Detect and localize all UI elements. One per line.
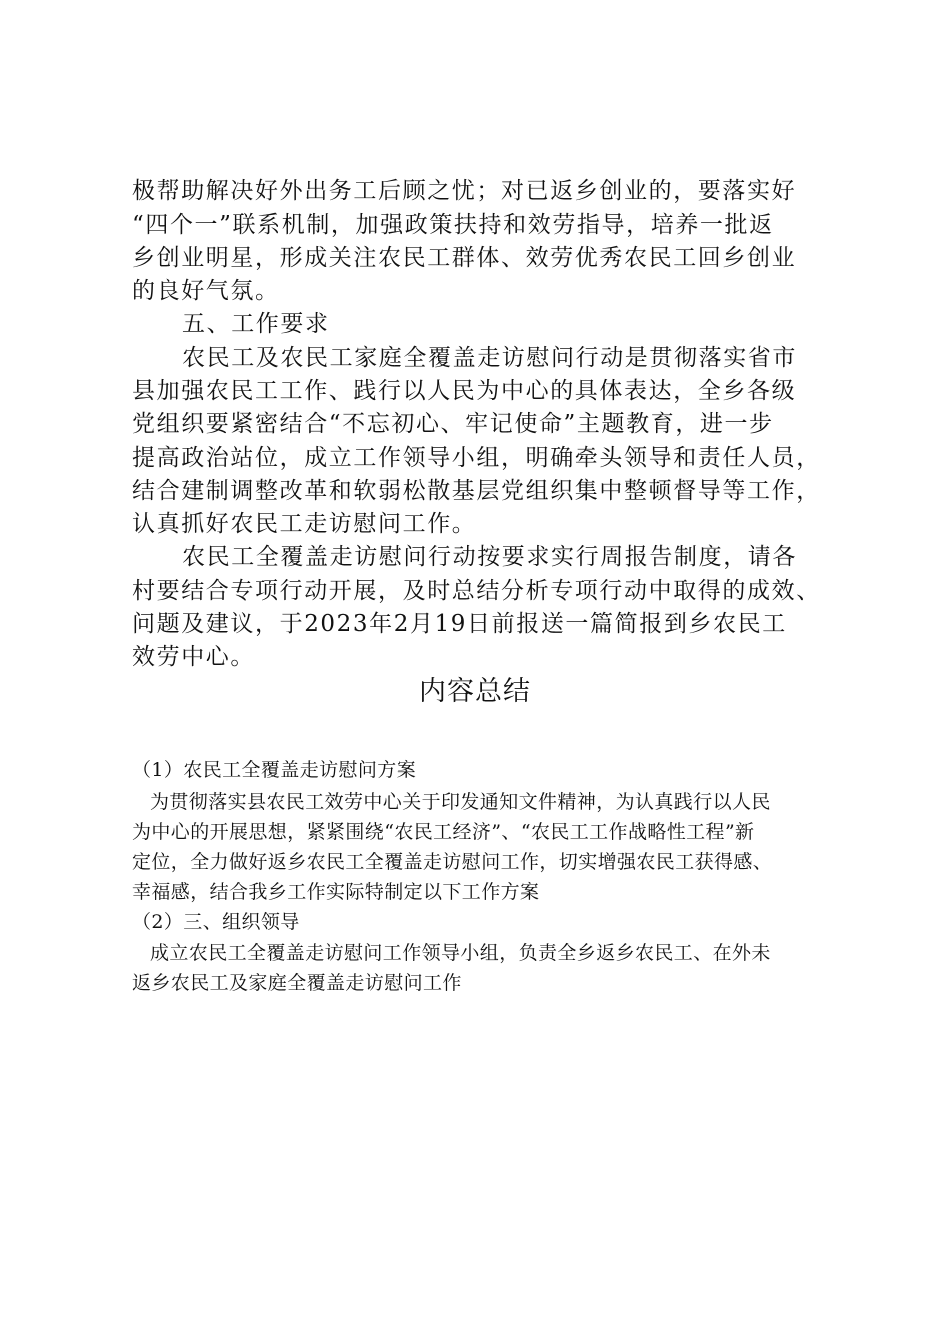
body-line: 农民工全覆盖走访慰问行动按要求实行周报告制度，请各	[182, 544, 797, 570]
summary-line: 为中心的开展思想，紧紧围绕“农民工经济”、“农民工工作战略性工程”新	[132, 821, 755, 843]
body-line: 的良好气氛。	[132, 278, 280, 304]
summary-item-heading: （1）农民工全覆盖走访慰问方案	[132, 759, 417, 781]
body-line: 党组织要紧密结合“不忘初心、牢记使命”主题教育，进一步	[132, 411, 774, 437]
body-line: 问题及建议，于2023年2月19日前报送一篇简报到乡农民工	[132, 611, 787, 637]
body-line: 乡创业明星，形成关注农民工群体、效劳优秀农民工回乡创业	[132, 245, 797, 271]
body-line: “四个一”联系机制，加强政策扶持和效劳指导，培养一批返	[132, 212, 774, 238]
body-line: 农民工及农民工家庭全覆盖走访慰问行动是贯彻落实省市	[182, 345, 797, 371]
summary-line: 定位，全力做好返乡农民工全覆盖走访慰问工作，切实增强农民工获得感、	[132, 851, 773, 873]
summary-line: 成立农民工全覆盖走访慰问工作领导小组，负责全乡返乡农民工、在外未	[150, 942, 771, 964]
body-line: 村要结合专项行动开展，及时总结分析专项行动中取得的成效、	[132, 578, 821, 604]
body-line: 提高政治站位，成立工作领导小组，明确牵头领导和责任人员，	[132, 445, 821, 471]
summary-line: 幸福感，结合我乡工作实际特制定以下工作方案	[132, 881, 540, 903]
body-line: 认真抓好农民工走访慰问工作。	[132, 511, 477, 537]
body-line: 结合建制调整改革和软弱松散基层党组织集中整顿督导等工作，	[132, 478, 821, 504]
section-heading: 五、工作要求	[182, 311, 330, 337]
body-line: 县加强农民工工作、践行以人民为中心的具体表达，全乡各级	[132, 378, 797, 404]
summary-line: 为贯彻落实县农民工效劳中心关于印发通知文件精神，为认真践行以人民	[150, 791, 771, 813]
body-line: 效劳中心。	[132, 644, 255, 670]
summary-item-heading: （2）三、组织领导	[132, 911, 300, 933]
summary-title: 内容总结	[419, 676, 531, 707]
summary-line: 返乡农民工及家庭全覆盖走访慰问工作	[132, 972, 462, 994]
body-line: 极帮助解决好外出务工后顾之忧；对已返乡创业的，要落实好	[132, 178, 797, 204]
